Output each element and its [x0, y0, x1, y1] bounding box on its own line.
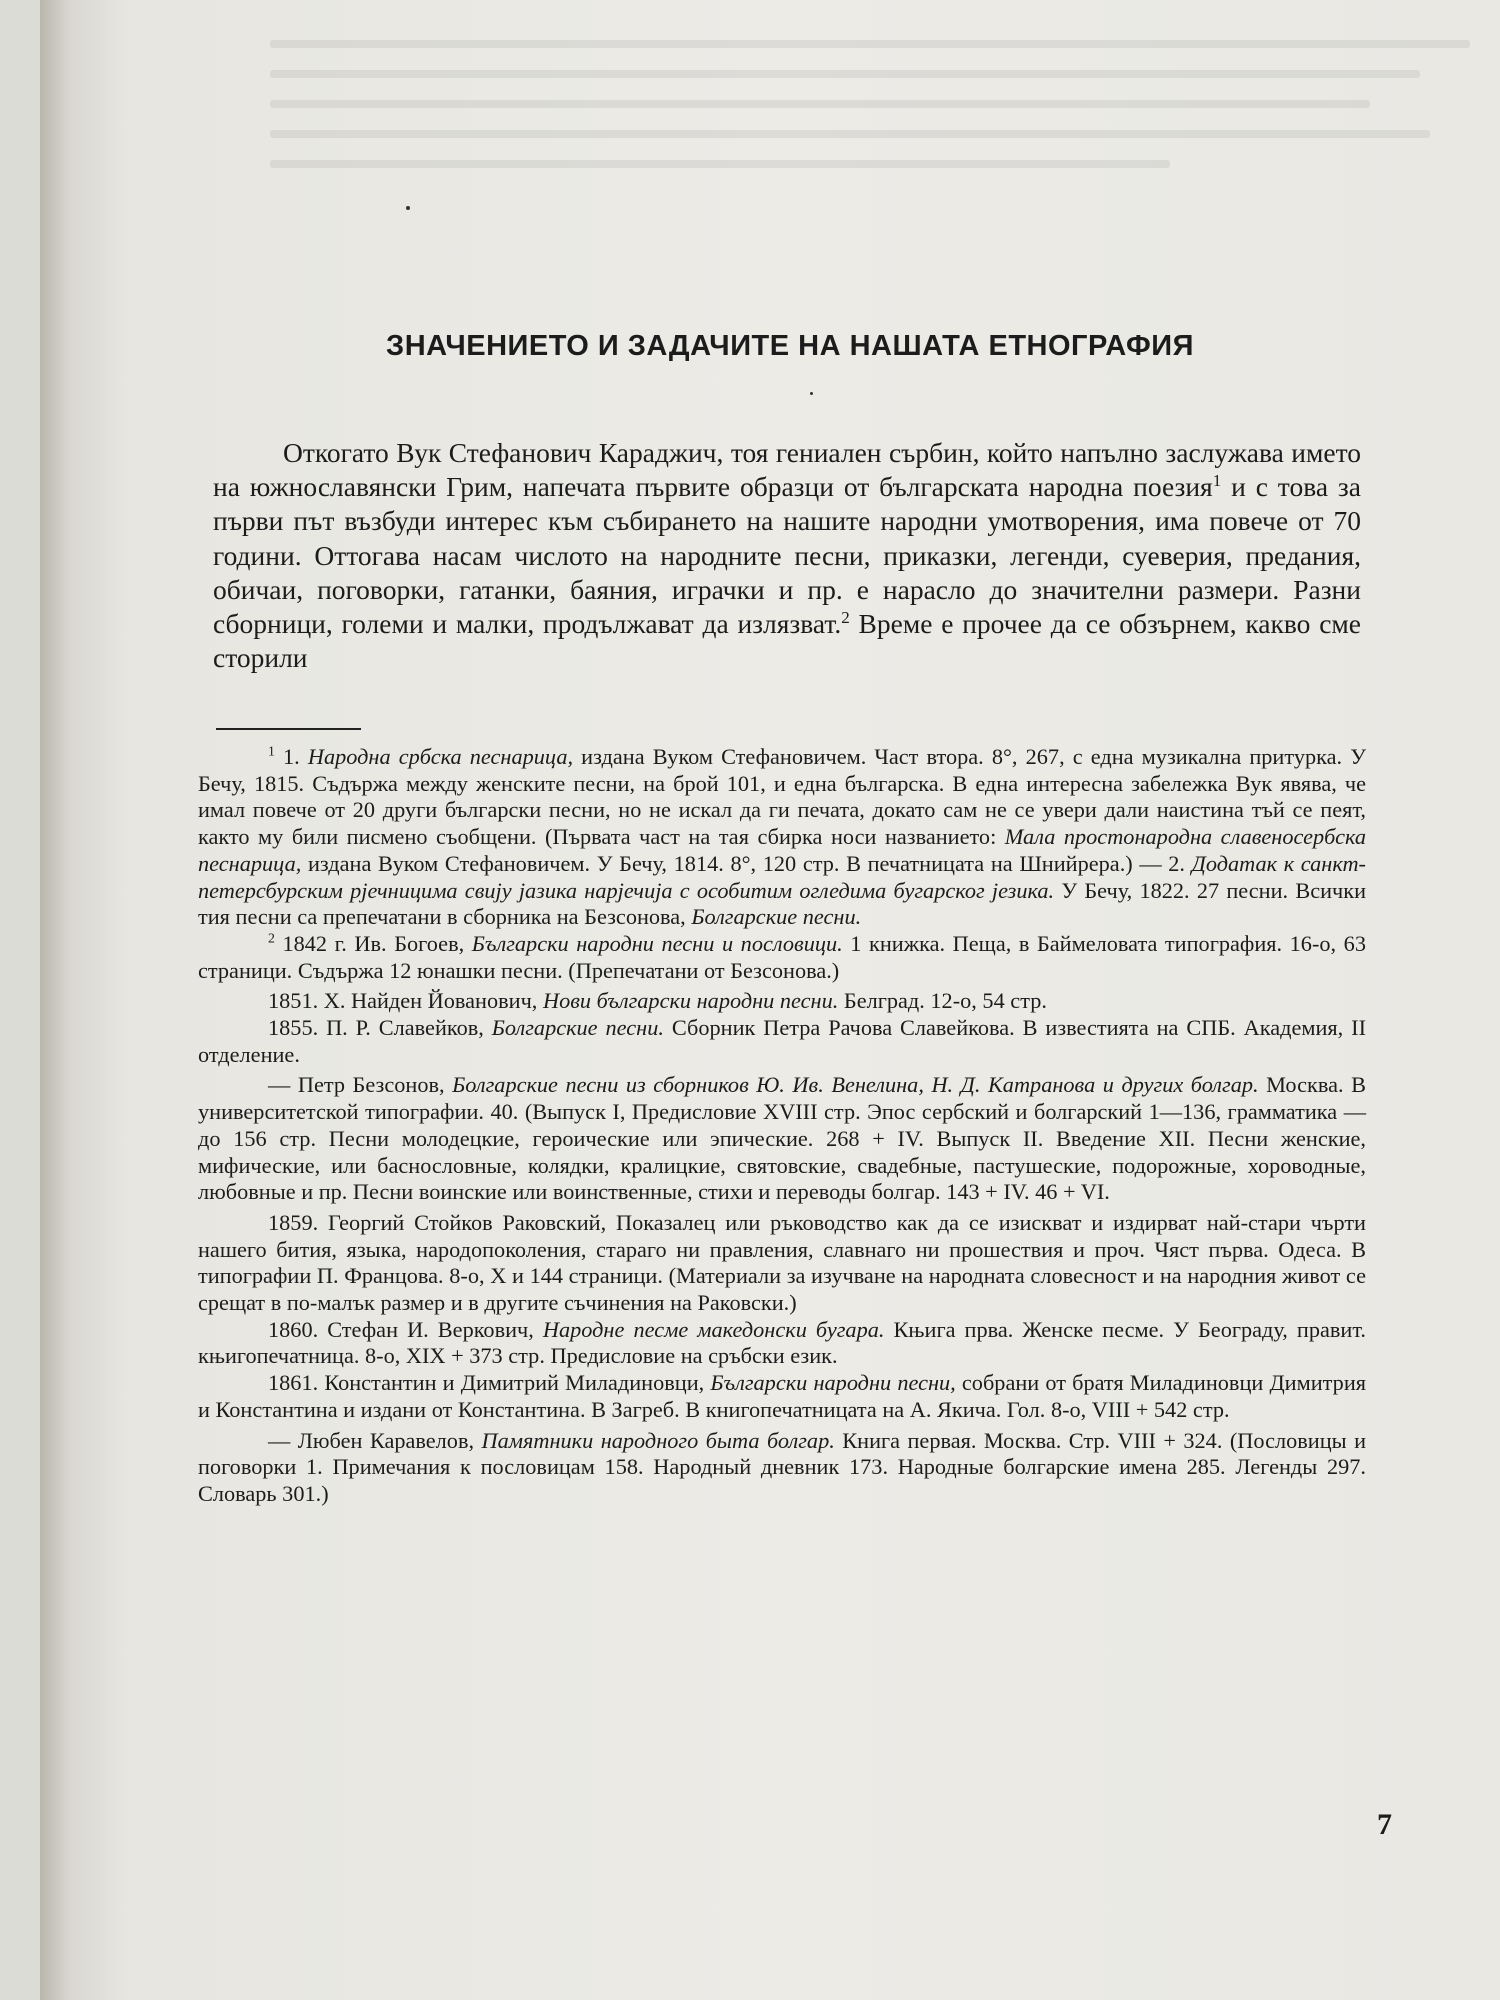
bleed-through-line [270, 100, 1370, 108]
bleed-through-line [270, 130, 1430, 138]
book-title: Болгарские песни из сборников Ю. Ив. Венелина, Н. Д. Катранова и других болгар. [452, 1072, 1259, 1098]
footnote-mark: 2 [268, 930, 275, 946]
page-number: 7 [1377, 1808, 1392, 1841]
footnote-ref-2: 2 [841, 607, 850, 627]
footnote-text: издана Вуком Стефановичем. Част втора. 8°, 267, с една музикална притурка. У Бечу, 1815. Съдържа между женските песни, на брой 101, и една българска. В една интересна забележка Вук явява, че имал повече от 20 други български песни, но не искал да ги печата, докато сам не се увери дали наистина тъй се пеят, както му били писмено съобщени. (Първата част на тая сбирка носи названието: [198, 744, 1366, 850]
main-text-part1: Откогато Вук Стефанович Караджич, тоя гениален сърбин, който напълно заслужава името на южнославянски Грим, напечата първите образци от българската народна поезия [213, 437, 1361, 503]
page-title: ЗНАЧЕНИЕТО И ЗАДАЧИТЕ НА НАШАТА ЕТНОГРАФИЯ [386, 330, 1194, 362]
book-title: Нови български народни песни. [542, 988, 839, 1014]
footnote-1 [198, 744, 1366, 931]
book-title: Мала простонародна славеносербска песнарица, [198, 824, 1366, 876]
book-title: Народне песме македонски бугара. [542, 1316, 885, 1342]
book-title: Додатак к санкт-петерсбурским рјечницима свију јазика нарјечија с особитим огледима бугарског језика. [198, 850, 1366, 903]
footnote-text: 1. [274, 744, 308, 769]
footnote-2 [198, 931, 1366, 984]
bibliography-entry: 1861. Константин и Димитрий Миладиновци, Български народни песни, собрани от братя Миладиновци Димитрия и Константина и издани от Константина. В Загреб. В книгопечатницата на А. Якича. Гол. 8-о, VIII + 542 стр. [198, 1370, 1367, 1422]
bleed-through-line [270, 160, 1170, 168]
footnote-text: 1 книжка. Пеща, в Баймеловата типография. 16-о, 63 страници. Съдържа 12 юнашки песни. (Препечатани от Безсонова.) [198, 930, 1366, 983]
footnote-text: 1842 г. Ив. Богоев, [274, 930, 472, 956]
bibliography-entry: — Любен Каравелов, Памятники народного быта болгар. Книга первая. Москва. Стр. VIII + 324. (Пословицы и поговорки 1. Примечания к пословицам 158. Народный дневник 173. Народные болгарские имена 285. Легенды 297. Словарь 301.) [198, 1427, 1367, 1506]
bibliography-entry: 1855. П. Р. Славейков, Болгарские песни. Сборник Петра Рачова Славейкова. В известията на СПБ. Академия, II отделение. [198, 1015, 1366, 1067]
book-title: Български народни песни и пословици. [471, 930, 843, 956]
bleed-through-line [270, 70, 1420, 78]
book-title: Болгарские песни. [691, 904, 862, 930]
bibliography-entry: 1851. Х. Найден Йованович, Нови български народни песни. Белград. 12-о, 54 стр. [268, 988, 1047, 1014]
bleed-through-line [270, 40, 1470, 48]
ink-speck [406, 206, 410, 210]
footnotes [198, 744, 1366, 1508]
book-title: Народна србска песнарица, [307, 744, 574, 769]
book-title: Български народни песни, [710, 1370, 956, 1396]
footnote-text: У Бечу, 1822. 27 песни. Всички тия песни са препечатани в сборника на Безсонова, [198, 877, 1366, 930]
main-text-part3: Време е прочее да се обзърнем, какво сме сторили [213, 608, 1362, 674]
bibliography-entry: — Петр Безсонов, Болгарские песни из сборников Ю. Ив. Венелина, Н. Д. Катранова и других болгар. Москва. В университетской типографии. 40. (Выпуск I, Предисловие XVIII стр. Эпос сербский и болгарский 1—136, грамматика — до 156 стр. Песни молодецкие, героические или эпические. 268 + IV. Выпуск II. Введение XII. Песни женские, мифические, или баснословные, колядки, кралицкие, святовские, свадебные, пастушеские, подорожные, хороводные, любовные и пр. Песни воинские или воинственные, стихи и переводы болгар. 143 + IV. 46 + VI. [198, 1072, 1366, 1205]
footnote-divider [216, 728, 361, 730]
main-paragraph [213, 436, 1361, 675]
footnote-text: издана Вуком Стефановичем. У Бечу, 1814. 8°, 120 стр. В печатницата на Шнийрера.) — 2. [301, 850, 1192, 876]
ink-speck [810, 392, 813, 395]
bibliography-entry: 1859. Георгий Стойков Раковский, Показалец или ръководство как да се изискват и издирват най-стари чърти нашего бития, языка, народопоколения, стараго ни правления, славнаго ни прошествия и проч. Чяст първа. Одеса. В типографии П. Францова. 8-о, X и 144 страници. (Материали за изучване на народната словесност и на народния живот се срещат в по-малък размер и в другите съчинения на Раковски.) [198, 1209, 1366, 1316]
footnote-ref-1: 1 [1212, 471, 1222, 491]
book-title: Болгарские песни. [491, 1015, 664, 1041]
footnote-mark: 1 [268, 743, 275, 759]
main-text-part2: и с това за първи път възбуди интерес към събирането на нашите народни умотворения, има повече от 70 години. Оттогава насам числото на народните песни, приказки, легенди, суеверия, предания, обичаи, поговорки, гатанки, баяния, играчки и пр. е нарасло до значителни размери. Разни сборници, големи и малки, продължават да излязват. [213, 471, 1361, 640]
book-title: Памятники народного быта болгар. [481, 1427, 835, 1453]
bibliography-entry: 1860. Стефан И. Веркович, Народне песме македонски бугара. Књига прва. Женске песме. У Београду, правит. књигопечатница. 8-о, XIX + 373 стр. Предисловие на сръбски език. [198, 1316, 1367, 1369]
